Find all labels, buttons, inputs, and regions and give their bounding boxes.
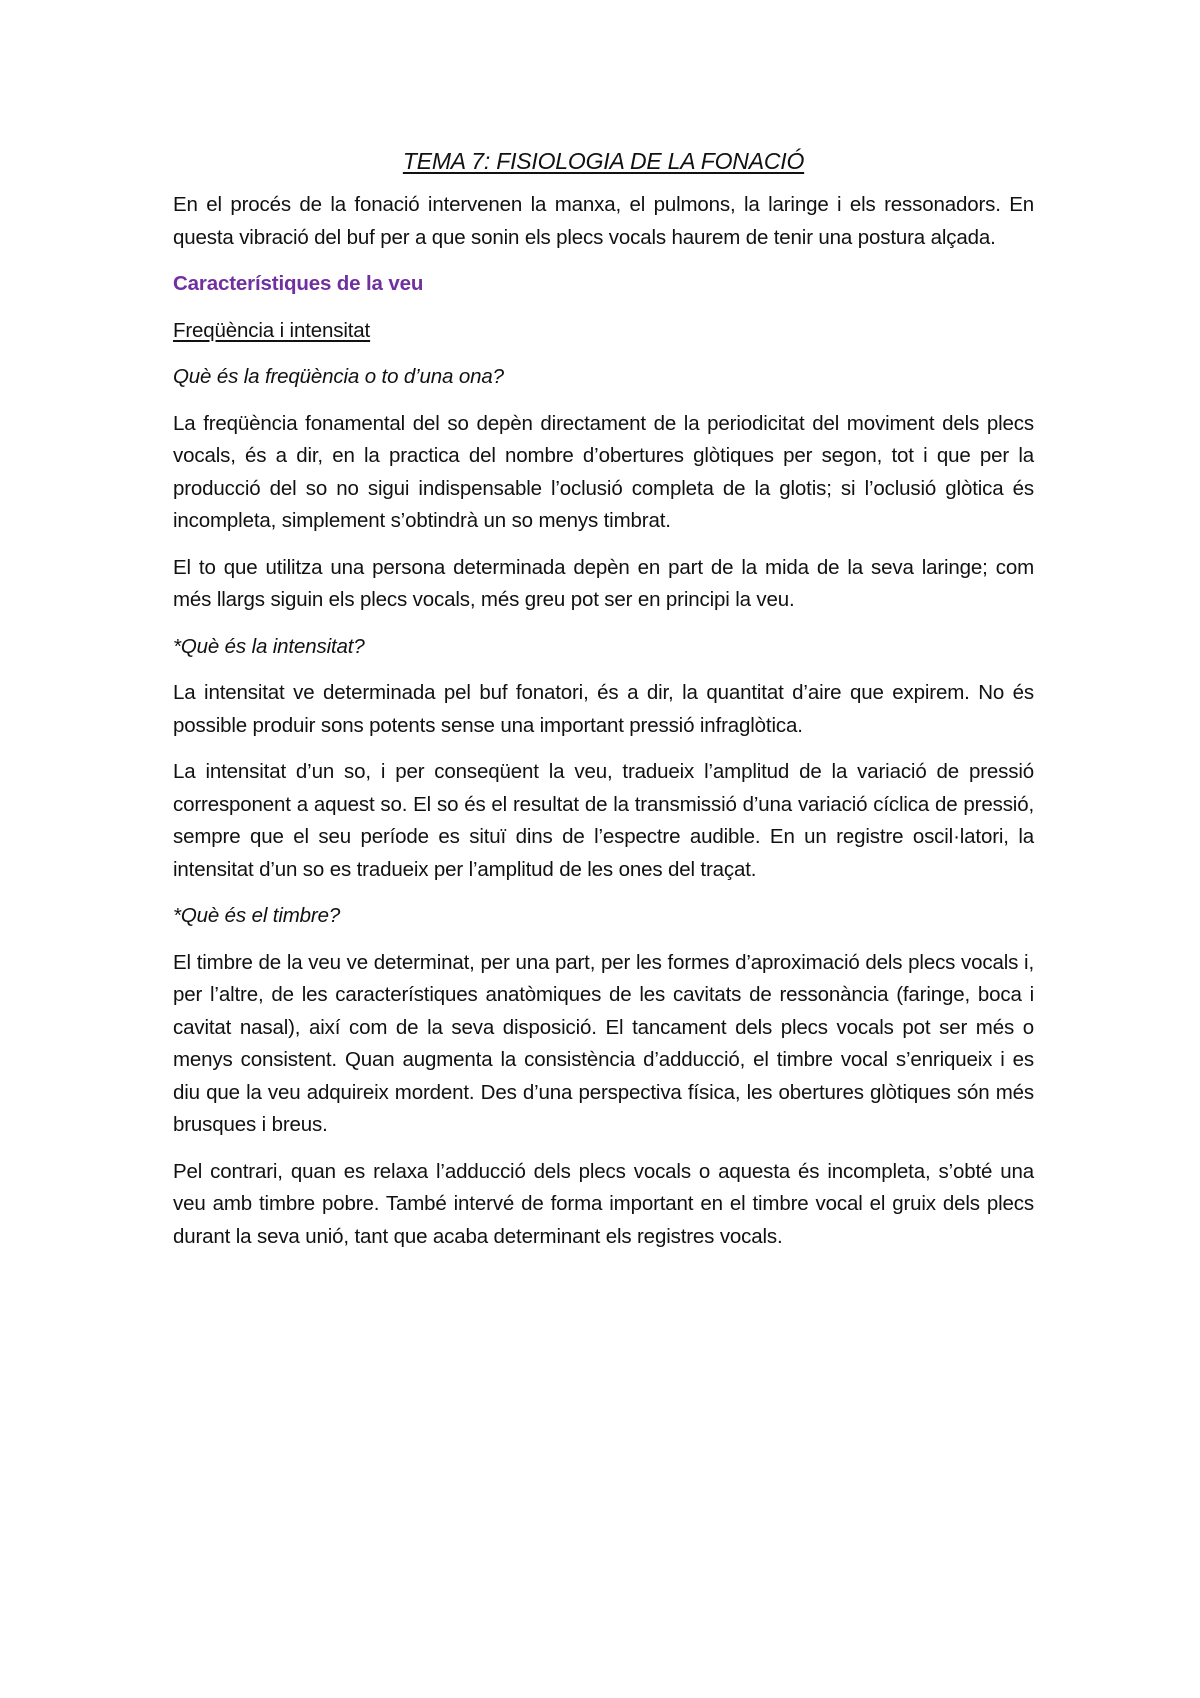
paragraph-timbre-1: El timbre de la veu ve determinat, per una part, per les formes d’aproximació dels plecs vocals i, per l’altre, de les característiques anatòmiques de les cavitats de ressonància (faringe, boca i cavitat nasal), així com de la seva disposició. El tancament dels plecs vocals pot ser més o menys consistent. Quan augmenta la consistència d’adducció, el timbre vocal s’enriqueix i es diu que la veu adquireix mordent. Des d’una perspectiva física, les obertures glòtiques són més brusques i breus. bbox=[173, 950, 1034, 1136]
document-title: TEMA 7: FISIOLOGIA DE LA FONACIÓ bbox=[402, 148, 805, 174]
question-intensity: *Què és la intensitat? bbox=[173, 634, 365, 658]
intro-paragraph: En el procés de la fonació intervenen la manxa, el pulmons, la laringe i els ressonadors. En questa vibració del buf per a que sonin els plecs vocals haurem de tenir una postura alçada. bbox=[173, 193, 1034, 249]
paragraph-intensity-2: La intensitat d’un so, i per conseqüent la veu, tradueix l’amplitud de la variació de pressió corresponent a aquest so. El so és el resultat de la transmissió d’una variació cíclica de pressió, sempre que el seu període es situï dins de l’espectre audible. En un registre oscil·latori, la intensitat d’un so es tradueix per l’amplitud de les ones del traçat. bbox=[173, 760, 1034, 881]
paragraph-timbre-2: Pel contrari, quan es relaxa l’adducció dels plecs vocals o aquesta és incompleta, s’obté una veu amb timbre pobre. També intervé de forma important en el timbre vocal el gruix dels plecs durant la seva unió, tant que acaba determinant els registres vocals. bbox=[173, 1159, 1034, 1248]
section-heading: Característiques de la veu bbox=[173, 272, 424, 295]
paragraph-intensity-1: La intensitat ve determinada pel buf fonatori, és a dir, la quantitat d’aire que expirem. No és possible produir sons potents sense una important pressió infraglòtica. bbox=[173, 681, 1034, 737]
subsection-heading: Freqüència i intensitat bbox=[173, 318, 371, 342]
question-timbre: *Què és el timbre? bbox=[173, 904, 341, 927]
paragraph-frequency-2: El to que utilitza una persona determinada depèn en part de la mida de la seva laringe; com més llargs siguin els plecs vocals, més greu pot ser en principi la veu. bbox=[173, 555, 1034, 611]
document-body bbox=[173, 145, 1034, 1267]
question-frequency: Què és la freqüència o to d’una ona? bbox=[173, 365, 504, 388]
paragraph-frequency-1: La freqüència fonamental del so depèn directament de la periodicitat del moviment dels plecs vocals, és a dir, en la practica del nombre d’obertures glòtiques per segon, tot i que per la producció del so no sigui indispensable l’oclusió completa de la glotis; si l’oclusió glòtica és incompleta, simplement s’obtindrà un so menys timbrat. bbox=[173, 411, 1034, 532]
